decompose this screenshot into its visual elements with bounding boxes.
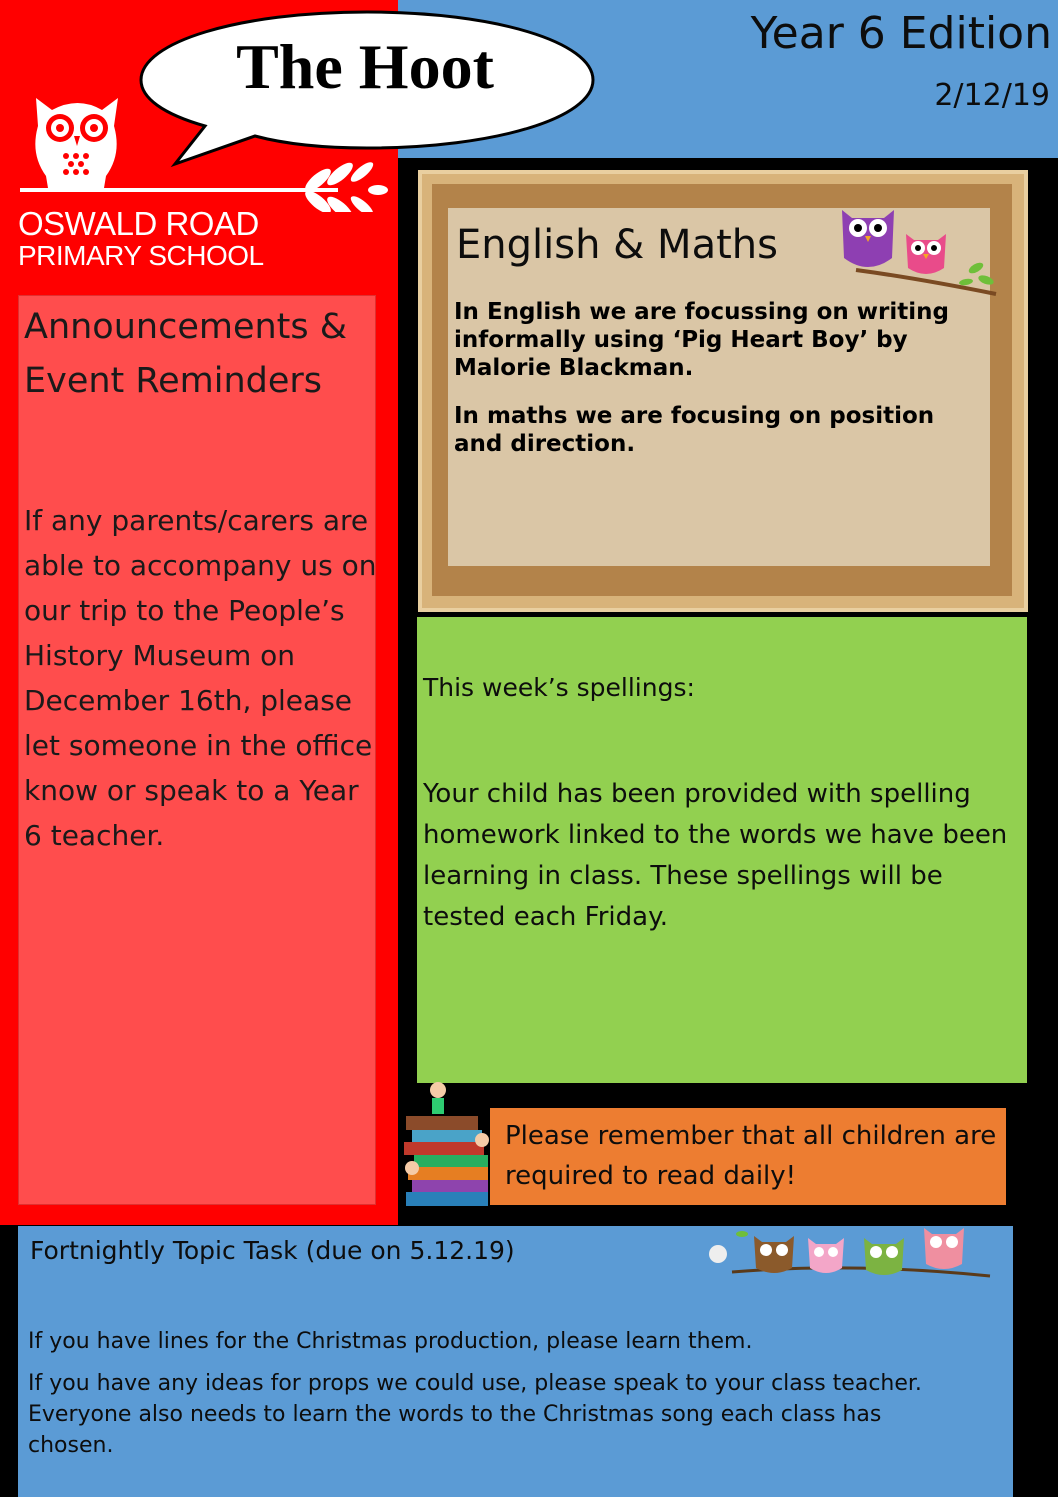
announcements-title: Announcements & Event Reminders (24, 307, 348, 401)
reading-reminder-text: Please remember that all children are required to read daily! (505, 1121, 997, 1191)
owls-on-branch-icon (836, 198, 1000, 302)
edition-label: Year 6 Edition (750, 8, 1052, 59)
english-focus-text: In English we are focussing on writing informally using ‘Pig Heart Boy’ by Malorie Blackman. (454, 299, 949, 381)
school-name-line2: PRIMARY SCHOOL (18, 240, 264, 271)
school-name-line1: OSWALD ROAD (18, 205, 259, 242)
english-maths-title: English & Maths (456, 222, 778, 268)
newsletter-title: The Hoot (236, 31, 494, 102)
spellings-heading: This week’s spellings: (423, 673, 695, 702)
topic-task-title: Fortnightly Topic Task (due on 5.12.19) (30, 1236, 515, 1265)
issue-date: 2/12/19 (934, 78, 1050, 113)
school-name (18, 206, 264, 271)
spellings-body: Your child has been provided with spelling homework linked to the words we have been learning in class. These spellings will be tested each Friday. (423, 779, 1008, 932)
topic-task-line2: If you have any ideas for props we could use, please speak to your class teacher. Everyone also needs to learn the words to the Christmas song each class has chosen. (28, 1371, 922, 1458)
announcements-body: If any parents/carers are able to accompany us on our trip to the People’s History Museum on December 16th, please let someone in the office know or speak to a Year 6 teacher. (24, 504, 377, 852)
owls-row-icon (702, 1222, 994, 1282)
maths-focus-text: In maths we are focusing on position and direction. (454, 403, 935, 457)
topic-task-line1: If you have lines for the Christmas production, please learn them. (28, 1329, 753, 1354)
book-stack-icon (398, 1076, 498, 1218)
owl-logo-icon (18, 92, 388, 212)
